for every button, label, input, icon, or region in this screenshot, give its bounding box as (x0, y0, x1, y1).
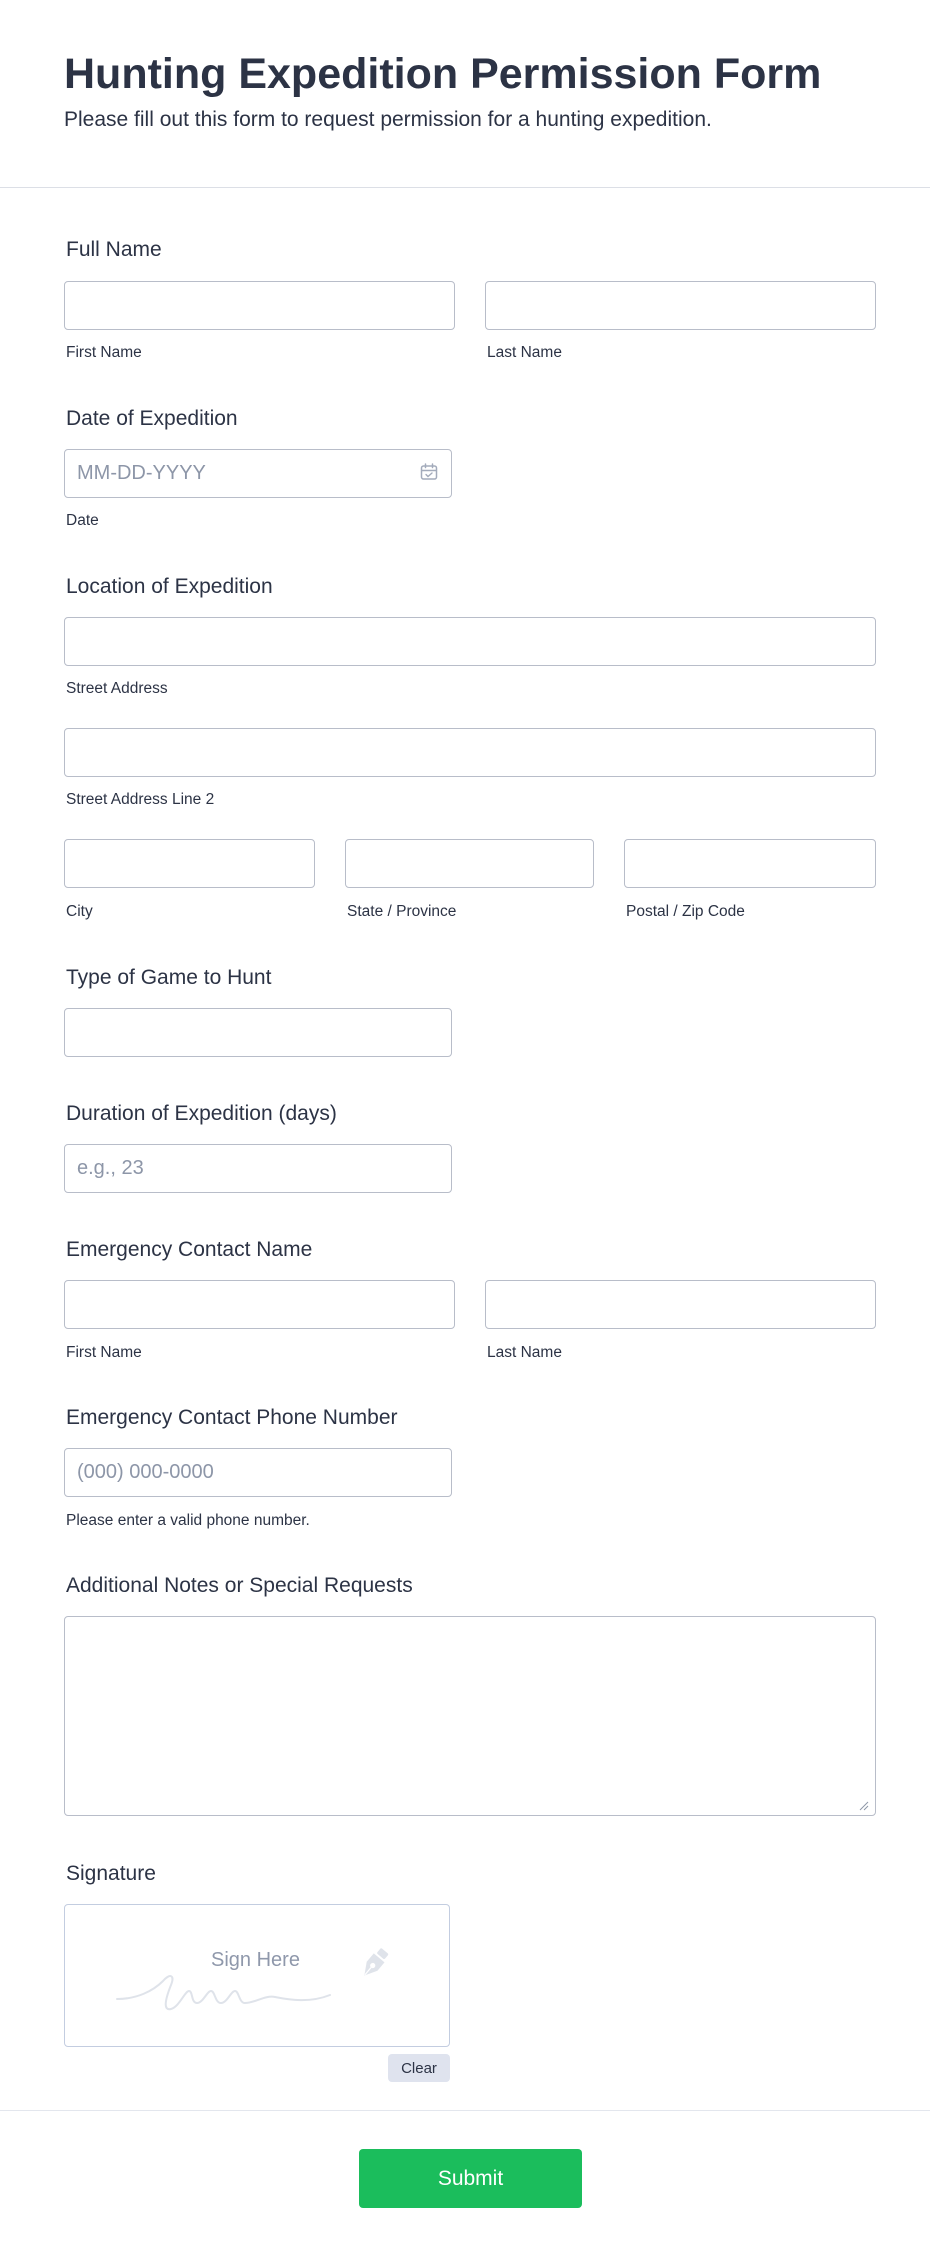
sign-here-text: Sign Here (211, 1949, 300, 1971)
calendar-icon[interactable] (419, 462, 439, 482)
notes-textarea[interactable] (64, 1616, 876, 1816)
street-address-sublabel: Street Address (66, 680, 168, 697)
emergency-name-label: Emergency Contact Name (66, 1238, 313, 1261)
emergency-phone-label: Emergency Contact Phone Number (66, 1406, 398, 1429)
form-header (0, 0, 930, 188)
resize-handle-icon[interactable] (857, 1799, 869, 1811)
location-label: Location of Expedition (66, 575, 273, 598)
street-address-line2-input[interactable] (64, 728, 876, 777)
first-name-sublabel: First Name (66, 344, 142, 361)
game-type-label: Type of Game to Hunt (66, 966, 272, 989)
signature-label: Signature (66, 1862, 156, 1885)
emergency-first-name-sublabel: First Name (66, 1344, 142, 1361)
game-type-input[interactable] (64, 1008, 452, 1057)
duration-input[interactable] (64, 1144, 452, 1193)
expedition-date-sublabel: Date (66, 512, 99, 529)
last-name-sublabel: Last Name (487, 344, 562, 361)
emergency-last-name-input[interactable] (485, 1280, 876, 1329)
submit-button[interactable]: Submit (359, 2149, 582, 2208)
zip-sublabel: Postal / Zip Code (626, 903, 745, 920)
duration-label: Duration of Expedition (days) (66, 1102, 337, 1125)
expedition-date-label: Date of Expedition (66, 407, 238, 430)
footer-divider (0, 2110, 930, 2111)
last-name-input[interactable] (485, 281, 876, 330)
clear-signature-button[interactable]: Clear (388, 2054, 450, 2082)
zip-input[interactable] (624, 839, 876, 888)
city-sublabel: City (66, 903, 93, 920)
full-name-label: Full Name (66, 238, 162, 261)
notes-label: Additional Notes or Special Requests (66, 1574, 413, 1597)
pen-nib-icon (355, 1945, 393, 1983)
street-address-line2-sublabel: Street Address Line 2 (66, 791, 215, 808)
emergency-last-name-sublabel: Last Name (487, 1344, 562, 1361)
state-sublabel: State / Province (347, 903, 457, 920)
emergency-phone-input[interactable] (64, 1448, 452, 1497)
form-subtitle: Please fill out this form to request permission for a hunting expedition. (64, 108, 712, 131)
signature-pad[interactable] (64, 1904, 450, 2047)
street-address-input[interactable] (64, 617, 876, 666)
state-input[interactable] (345, 839, 594, 888)
first-name-input[interactable] (64, 281, 455, 330)
expedition-date-input[interactable] (64, 449, 452, 498)
emergency-first-name-input[interactable] (64, 1280, 455, 1329)
form-title: Hunting Expedition Permission Form (64, 50, 822, 98)
city-input[interactable] (64, 839, 315, 888)
emergency-phone-sublabel: Please enter a valid phone number. (66, 1512, 310, 1529)
